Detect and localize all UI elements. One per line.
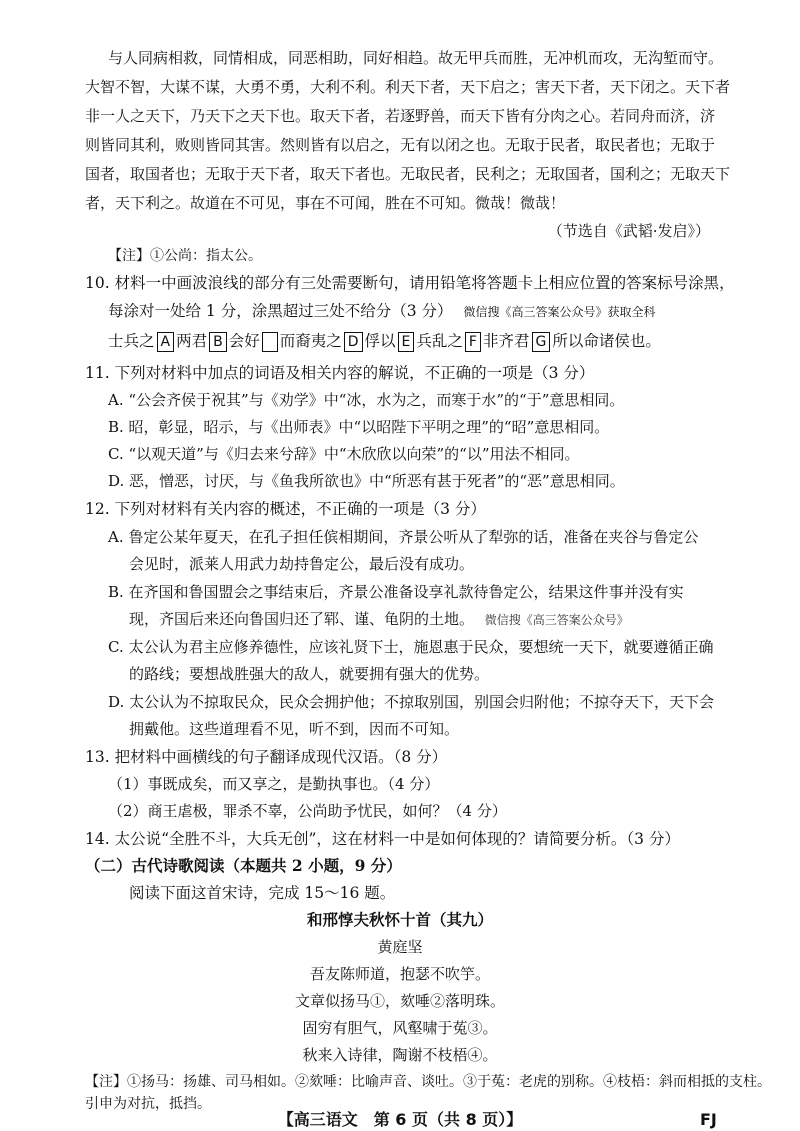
q13-item-1: （1）事既成矣，而又享之，是勤执事也。（4 分） bbox=[108, 775, 440, 793]
passage-line-5: 国者，取国者也；无取于天下者，取天下者也。无取民者，民利之；无取国者，国利之；无取天下 bbox=[85, 165, 731, 183]
q14-stem: 14. 太公说“全胜不斗，大兵无创”，这在材料一中是如何体现的？请简要分析。（3 分） bbox=[85, 830, 680, 848]
poem-note-line1: 【注】①扬马：扬雄、司马相如。②欬唾：比喻声音、谈吐。③于菟：老虎的别称。④枝梧：斜而相抵的支柱。 bbox=[85, 1074, 771, 1090]
q12-stem: 12. 下列对材料有关内容的概述，不正确的一项是（3 分） bbox=[85, 500, 486, 518]
q10-seg-3: 而裔夷之 bbox=[279, 332, 342, 350]
poem-line-4: 秋来入诗律，陶谢不枝梧④。 bbox=[302, 1046, 498, 1064]
q12-option-b-line2 bbox=[129, 609, 629, 630]
q10-stem-text: 每涂对一处给 1 分，涂黑超过三处不给分（3 分） bbox=[108, 302, 453, 320]
q10-label-b[interactable]: B bbox=[209, 332, 227, 352]
q10-stem-line2 bbox=[108, 301, 655, 322]
q12-option-d-line2: 拥戴他。这些道理看不见，听不到，因而不可知。 bbox=[129, 720, 460, 738]
q10-seg-1: 两君 bbox=[176, 332, 208, 350]
poem-note-line2: 引申为对抗，抵挡。 bbox=[85, 1096, 211, 1112]
q10-label-e[interactable]: E bbox=[398, 332, 415, 352]
q12-option-d-line1: D. 太公认为不掠取民众，民众会拥护他；不掠取别国，别国会归附他；不掠夺天下，天下会 bbox=[108, 693, 715, 711]
q10-seg-4: 俘以 bbox=[364, 332, 396, 350]
q13-stem: 13. 把材料中画横线的句子翻译成现代汉语。（8 分） bbox=[85, 748, 448, 766]
q12-option-c-line2: 的路线；要想战胜强大的敌人，就要拥有强大的优势。 bbox=[129, 665, 490, 683]
poem-line-1: 吾友陈师道，抱瑟不吹竽。 bbox=[309, 965, 490, 983]
poem-author: 黄庭坚 bbox=[377, 938, 423, 956]
q10-stem-line1: 10. 材料一中画波浪线的部分有三处需要断句，请用铅笔将答题卡上相应位置的答案标号涂黑， bbox=[85, 274, 735, 292]
passage-line-4: 则皆同其利，败则皆同其害。然则皆有以启之，无有以闭之也。无取于民者，取民者也；无取于 bbox=[85, 136, 716, 154]
q10-seg-5: 兵乱之 bbox=[416, 332, 463, 350]
q10-seg-2: 会好 bbox=[228, 332, 260, 350]
q12-watermark: 微信搜《高三答案公众号》 bbox=[484, 613, 629, 627]
q10-label-d[interactable]: D bbox=[344, 332, 363, 352]
q11-option-a: A. “公会齐侯于祝其”与《劝学》中“冰，水为之，而寒于水”的“于”意思相同。 bbox=[108, 391, 625, 409]
q11-option-c: C. “以观天道”与《归去来兮辞》中“木欣欣以向荣”的“以”用法不相同。 bbox=[108, 445, 580, 463]
q10-label-f[interactable]: F bbox=[465, 332, 481, 352]
poem-title: 和邢惇夫秋怀十首（其九） bbox=[306, 910, 493, 929]
page-footer-label: 【高三语文 第 6 页（共 8 页）】 bbox=[277, 1110, 523, 1129]
passage-source: （节选自《武韬·发启》） bbox=[547, 222, 710, 240]
q10-seg-7: 所以命诸侯也。 bbox=[552, 332, 661, 350]
section2-instruction: 阅读下面这首宋诗，完成 15～16 题。 bbox=[129, 884, 396, 902]
passage-line-6: 者，天下利之。故道在不可见，事在不可闻，胜在不可知。微哉！微哉！ bbox=[85, 194, 566, 212]
q12-option-b-text: 现，齐国后来还向鲁国归还了郓、谨、龟阴的土地。 bbox=[129, 610, 475, 628]
q13-item-2: （2）商王虐极，罪杀不辜，公尚助予忧民，如何？（4 分） bbox=[108, 802, 507, 820]
q12-option-a-line1: A. 鲁定公某年夏天，在孔子担任傧相期间，齐景公听从了犁弥的话，准备在夹谷与鲁定公 bbox=[108, 528, 699, 546]
q10-label-a[interactable]: A bbox=[157, 332, 175, 352]
poem-line-2: 文章似扬马①，欬唾②落明珠。 bbox=[294, 992, 505, 1010]
passage-line-3: 非一人之天下，乃天下之天下也。取天下者，若逐野兽，而天下皆有分肉之心。若同舟而济，济 bbox=[85, 107, 716, 125]
q12-option-a-line2: 会见时，派莱人用武力劫持鲁定公，最后没有成功。 bbox=[129, 555, 475, 573]
q10-label-c[interactable] bbox=[262, 332, 278, 352]
q10-label-g[interactable]: G bbox=[532, 332, 551, 352]
q10-answer-row bbox=[108, 331, 661, 352]
passage-note: 【注】①公尚：指太公。 bbox=[108, 248, 262, 264]
q10-seg-6: 非齐君 bbox=[482, 332, 530, 350]
q11-option-d: D. 恶，憎恶，讨厌，与《鱼我所欲也》中“所恶有甚于死者”的“恶”意思相同。 bbox=[108, 472, 625, 490]
section2-heading: （二）古代诗歌阅读（本题共 2 小题，9 分） bbox=[85, 856, 402, 875]
q10-seg-0: 士兵之 bbox=[108, 332, 155, 350]
poem-line-3: 固穷有胆气，风壑啸于菟③。 bbox=[302, 1019, 498, 1037]
q12-option-b-line1: B. 在齐国和鲁国盟会之事结束后，齐景公准备设享礼款待鲁定公，结果这件事并没有实 bbox=[108, 583, 684, 601]
q12-option-c-line1: C. 太公认为君主应修养德性，应该礼贤下士，施恩惠于民众，要想统一天下，就要遵循正确 bbox=[108, 638, 714, 656]
page-footer-code: FJ bbox=[700, 1110, 717, 1129]
passage-line-1: 与人同病相救，同情相成，同恶相助，同好相趋。故无甲兵而胜，无冲机而攻，无沟堑而守。 bbox=[108, 49, 724, 67]
q10-watermark: 微信搜《高三答案公众号》获取全科 bbox=[463, 305, 656, 319]
q11-option-b: B. 昭，彰显，昭示，与《出师表》中“以昭陛下平明之理”的“昭”意思相同。 bbox=[108, 418, 610, 436]
q11-stem: 11. 下列对材料中加点的词语及相关内容的解说，不正确的一项是（3 分） bbox=[85, 364, 595, 382]
passage-line-2: 大智不智，大谋不谋，大勇不勇，大利不利。利天下者，天下启之；害天下者，天下闭之。天下者 bbox=[85, 78, 731, 96]
